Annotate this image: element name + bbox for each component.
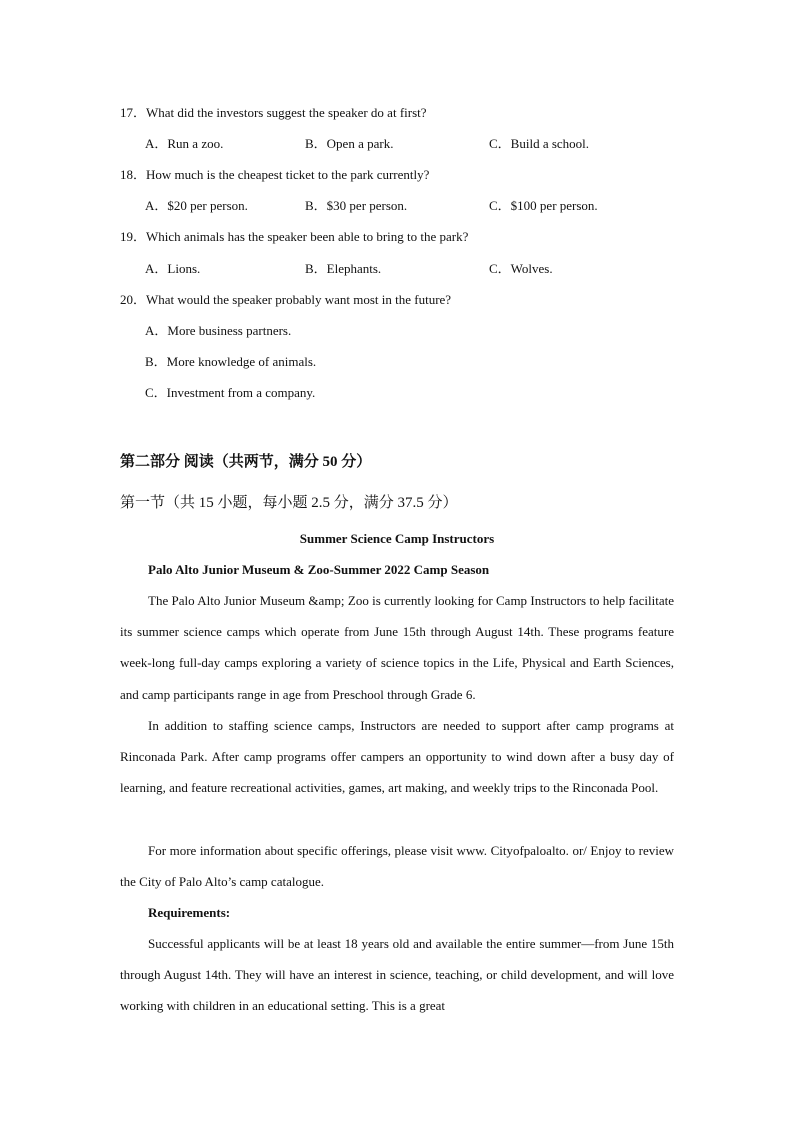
option-a: A．More business partners. bbox=[145, 323, 292, 338]
article-title: Summer Science Camp Instructors bbox=[299, 531, 495, 546]
question-number: 17． bbox=[120, 105, 147, 120]
question-number: 19． bbox=[120, 229, 147, 244]
option-c: C．Investment from a company. bbox=[145, 385, 316, 400]
question-19 bbox=[120, 229, 468, 245]
option-b: B．$30 per person. bbox=[305, 198, 408, 213]
option-c: C．Build a school. bbox=[489, 136, 590, 151]
option-b: B．Elephants. bbox=[305, 261, 382, 276]
question-text: What would the speaker probably want most in the future? bbox=[146, 292, 452, 307]
question-text: Which animals has the speaker been able to bring to the park? bbox=[146, 229, 469, 244]
option-c: C．$100 per person. bbox=[489, 198, 598, 213]
option-a: A．$20 per person. bbox=[145, 198, 248, 213]
option-a: A．Run a zoo. bbox=[145, 136, 224, 151]
question-text: What did the investors suggest the speaker do at first? bbox=[146, 105, 427, 120]
paragraph-4: Successful applicants will be at least 18 years old and available the entire summer—from June 15th through August 14th. They will have an interest in science, teaching, or child development, and will love working with children in an educational setting. This is a great bbox=[120, 936, 674, 1014]
question-text: How much is the cheapest ticket to the park currently? bbox=[146, 167, 430, 182]
option-b: B．Open a park. bbox=[305, 136, 394, 151]
paragraph-1: The Palo Alto Junior Museum &amp; Zoo is currently looking for Camp Instructors to help facilitate its summer science camps which operate from June 15th through August 14th. These programs feature week-long full-day camps exploring a variety of science topics in the Life, Physical and Earth Sciences, and camp participants range in age from Preschool through Grade 6. bbox=[120, 593, 674, 702]
question-17 bbox=[120, 105, 427, 121]
question-number: 18． bbox=[120, 167, 147, 182]
option-c: C．Wolves. bbox=[489, 261, 553, 276]
article-subtitle: Palo Alto Junior Museum & Zoo-Summer 2022 Camp Season bbox=[148, 562, 490, 577]
requirements-label: Requirements: bbox=[148, 905, 231, 920]
part-title: 第二部分 阅读（共两节，满分 50 分） bbox=[120, 454, 372, 470]
section-title: 第一节（共 15 小题，每小题 2.5 分，满分 37.5 分） bbox=[120, 495, 458, 511]
option-a: A．Lions. bbox=[145, 261, 201, 276]
paragraph-2: In addition to staffing science camps, Instructors are needed to support after camp programs at Rinconada Park. After camp programs offer campers an opportunity to wind down after a busy day of learning, and feature recreational activities, games, art making, and weekly trips to the Rinconada Pool. bbox=[120, 718, 674, 796]
question-18 bbox=[120, 167, 429, 183]
question-20 bbox=[120, 292, 451, 308]
question-number: 20． bbox=[120, 292, 147, 307]
option-b: B．More knowledge of animals. bbox=[145, 354, 317, 369]
paragraph-3: For more information about specific offerings, please visit www. Cityofpaloalto. or/ Enjoy to review the City of Palo Alto’s camp catalogue. bbox=[120, 843, 674, 890]
